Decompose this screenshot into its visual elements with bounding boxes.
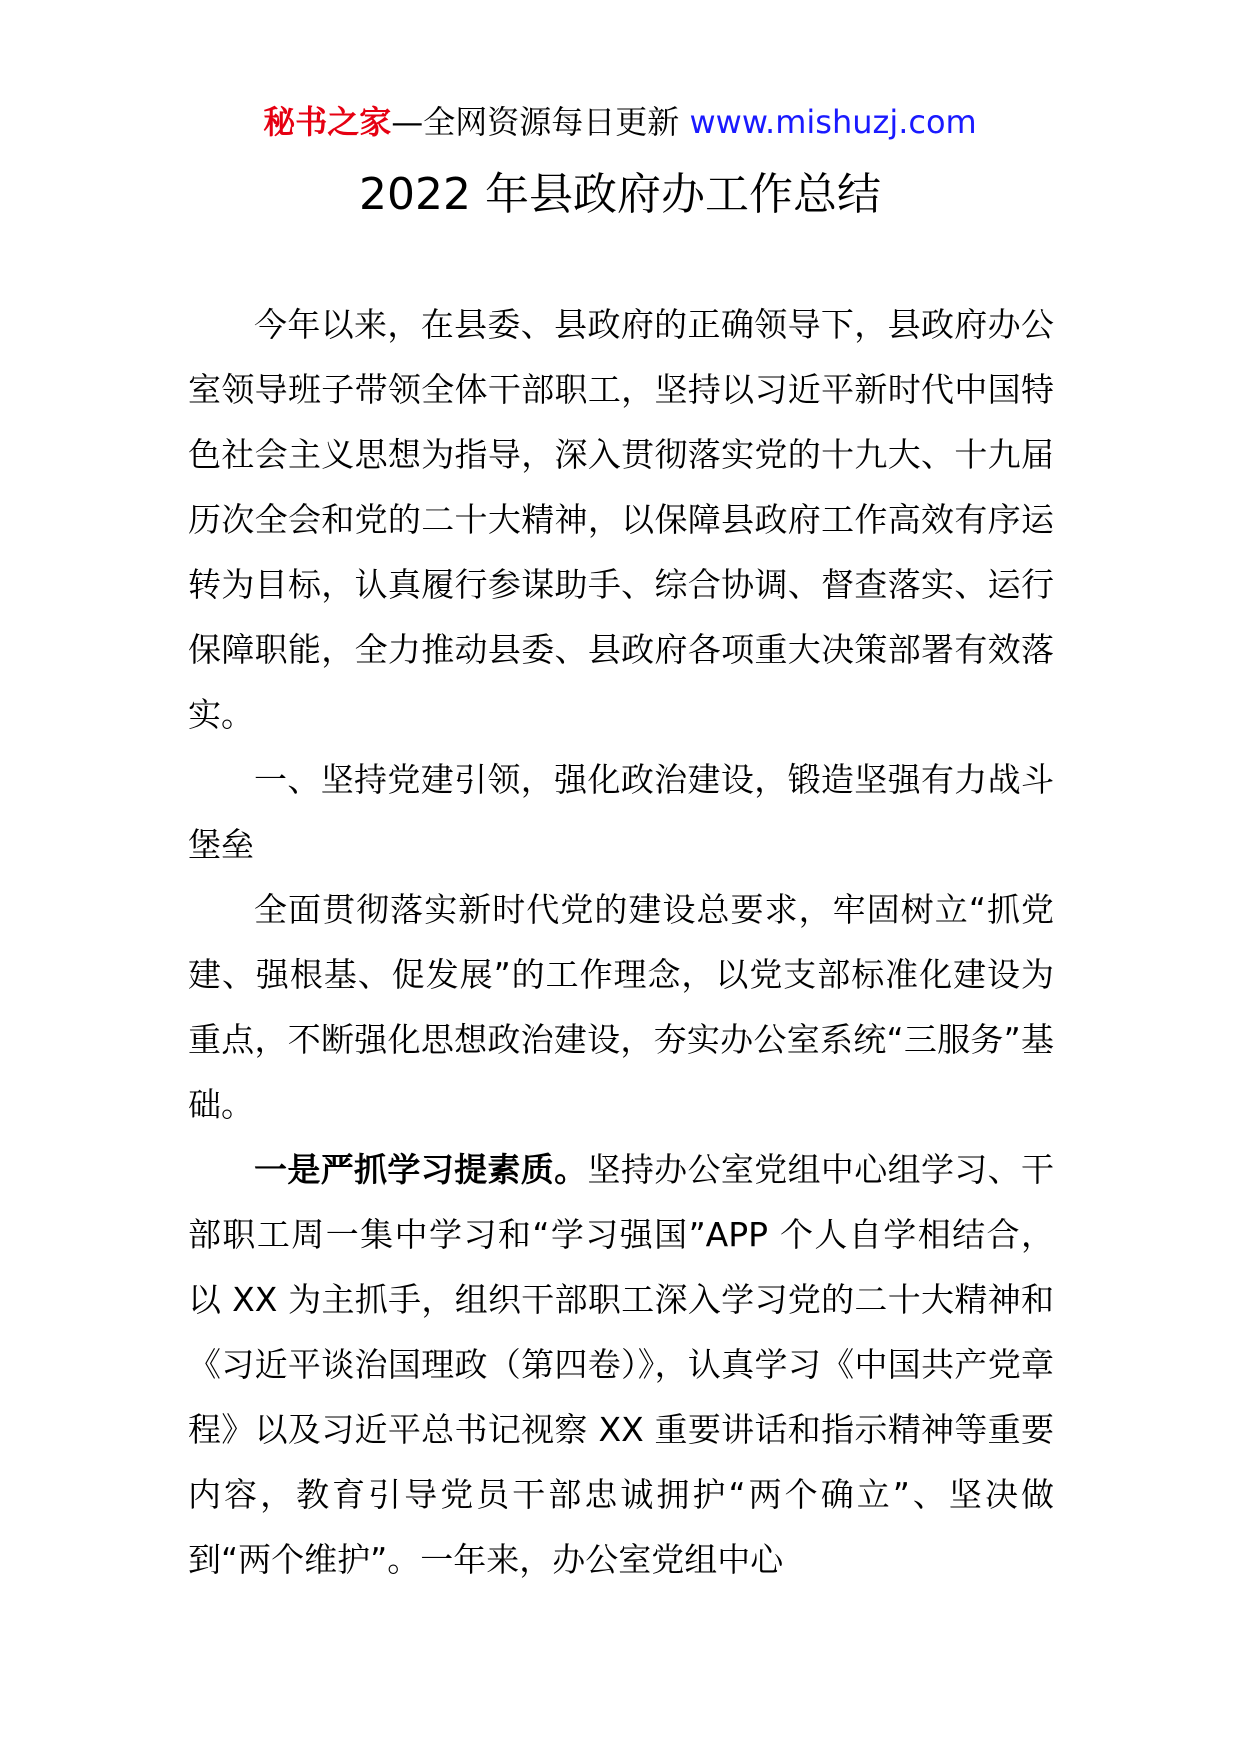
- section-heading-1: [188, 747, 1054, 877]
- website-link[interactable]: www.mishuzj.com: [689, 103, 977, 141]
- document-title: 2022 年县政府办工作总结: [359, 169, 881, 220]
- section-paragraph: [188, 877, 1054, 1137]
- document-body: [188, 292, 1054, 1592]
- section-text: 全面贯彻落实新时代党的建设总要求，牢固树立“抓党建、强根基、促发展”的工作理念，以党支部标准化建设为重点，不断强化思想政治建设，夯实办公室系统“三服务”基础。: [188, 890, 1054, 1124]
- point-paragraph-1: [188, 1137, 1054, 1592]
- point-lead: 一是严抓学习提素质。: [254, 1150, 588, 1189]
- header-slogan: —全网资源每日更新: [391, 103, 690, 141]
- brand-name: 秘书之家: [263, 103, 392, 141]
- site-header: [0, 102, 1240, 142]
- intro-paragraph: [188, 292, 1054, 747]
- section-heading-text: 一、坚持党建引领，强化政治建设，锻造坚强有力战斗堡垒: [188, 760, 1054, 864]
- point-text: 坚持办公室党组中心组学习、干部职工周一集中学习和“学习强国”APP 个人自学相结合，以 XX 为主抓手，组织干部职工深入学习党的二十大精神和《习近平谈治国理政（第四卷）》，认真学习《中国共产党章程》以及习近平总书记视察 XX 重要讲话和指示精神等重要内容，教育引导党员干部忠诚拥护“两个确立”、坚决做到“两个维护”。一年来，办公室党组中心: [188, 1150, 1055, 1579]
- intro-text: 今年以来，在县委、县政府的正确领导下，县政府办公室领导班子带领全体干部职工，坚持以习近平新时代中国特色社会主义思想为指导，深入贯彻落实党的十九大、十九届历次全会和党的二十大精神，以保障县政府工作高效有序运转为目标，认真履行参谋助手、综合协调、督查落实、运行保障职能，全力推动县委、县政府各项重大决策部署有效落实。: [188, 305, 1054, 734]
